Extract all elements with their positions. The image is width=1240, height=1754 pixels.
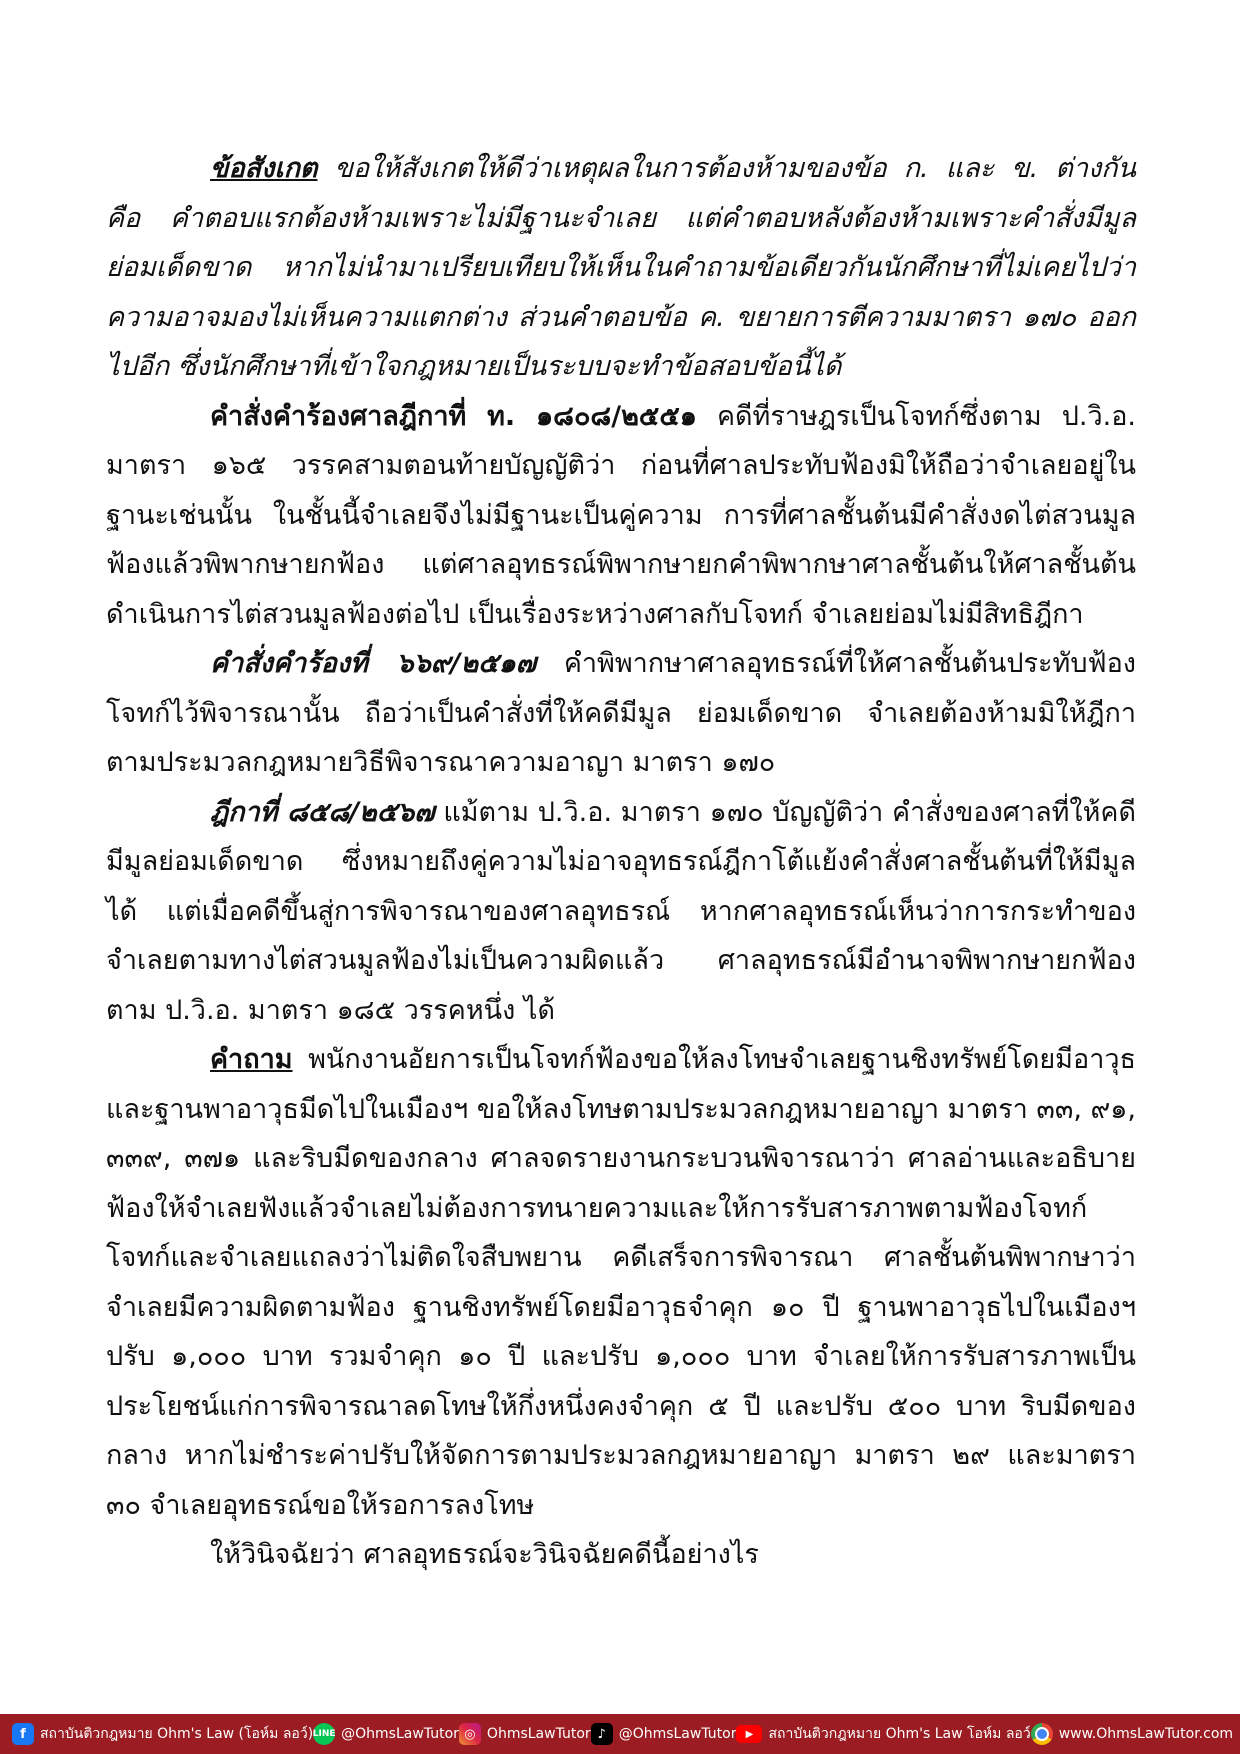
footer-instagram[interactable] (459, 1723, 591, 1745)
footer-website[interactable] (1031, 1723, 1233, 1745)
footer-facebook[interactable] (12, 1723, 313, 1745)
footer-tiktok[interactable] (591, 1723, 737, 1745)
ruling-paragraph-1 (106, 392, 1136, 640)
footer-line-label: @OhmsLawTutor (341, 1726, 459, 1742)
ruling-3-label: ฎีกาที่ ๘๕๘/๒๕๖๗ (210, 796, 435, 828)
question-paragraph (106, 1035, 1136, 1530)
footer-line[interactable] (313, 1723, 459, 1745)
footer-youtube-label: สถาบันติวกฎหมาย Ohm's Law โอห์ม ลอว์ (768, 1726, 1031, 1742)
ruling-3-text: แม้ตาม ป.วิ.อ. มาตรา ๑๗๐ บัญญัติว่า คำสั่งของศาลที่ให้คดีมีมูลย่อมเด็ดขาด ซึ่งหมายถึงคู่ความไม่อาจอุทธรณ์ฎีกาโต้แย้งคำสั่งศาลชั้นต้นที่ให้มีมูลได้ แต่เมื่อคดีขึ้นสู่การพิจารณาของศาลอุทธรณ์ หากศาลอุทธรณ์เห็นว่าการกระทำของจำเลยตามทางไต่สวนมูลฟ้องไม่เป็นความผิดแล้ว ศาลอุทธรณ์มีอำนาจพิพากษายกฟ้องตาม ป.วิ.อ. มาตรา ๑๘๕ วรรคหนึ่ง ได้ (106, 796, 1137, 1026)
footer-facebook-label: สถาบันติวกฎหมาย Ohm's Law (โอห์ม ลอว์) (40, 1726, 314, 1742)
ruling-paragraph-3 (106, 788, 1136, 1036)
note-label: ข้อสังเกต (210, 153, 318, 184)
ruling-2-text: คำพิพากษาศาลอุทธรณ์ที่ให้ศาลชั้นต้นประทับฟ้องโจทก์ไว้พิจารณานั้น ถือว่าเป็นคำสั่งที่ให้คดีมีมูล ย่อมเด็ดขาด จำเลยต้องห้ามมิให้ฎีกาตามประมวลกฎหมายวิธีพิจารณาความอาญา มาตรา ๑๗๐ (106, 648, 1136, 778)
footer-tiktok-label: @OhmsLawTutor (618, 1726, 737, 1742)
footer-bar (0, 1714, 1240, 1754)
tiktok-icon: ♪ (591, 1723, 613, 1745)
note-paragraph (106, 144, 1136, 392)
document-body (106, 144, 1136, 1580)
chrome-icon (1031, 1723, 1053, 1745)
footer-instagram-label: OhmsLawTutor (486, 1726, 591, 1742)
facebook-icon: f (12, 1723, 34, 1745)
footer-website-label: www.OhmsLawTutor.com (1058, 1726, 1234, 1742)
footer-youtube[interactable] (736, 1723, 1030, 1745)
instagram-icon: ◎ (459, 1723, 481, 1745)
ruling-1-label: คำสั่งคำร้องศาลฎีกาที่ ท. ๑๘๐๘/๒๕๕๑ (210, 400, 697, 432)
instruction-paragraph: ให้วินิจฉัยว่า ศาลอุทธรณ์จะวินิจฉัยคดีนี้อย่างไร (210, 1539, 759, 1570)
note-text: ขอให้สังเกตให้ดีว่าเหตุผลในการต้องห้ามของข้อ ก. และ ข. ต่างกัน คือ คำตอบแรกต้องห้ามเพราะไม่มีฐานะจำเลย แต่คำตอบหลังต้องห้ามเพราะคำสั่งมีมูลย่อมเด็ดขาด หากไม่นำมาเปรียบเทียบให้เห็นในคำถามข้อเดียวกันนักศึกษาที่ไม่เคยไปว่าความอาจมองไม่เห็นความแตกต่าง ส่วนคำตอบข้อ ค. ขยายการตีความมาตรา ๑๗๐ ออกไปอีก ซึ่งนักศึกษาที่เข้าใจกฎหมายเป็นระบบจะทำข้อสอบข้อนี้ได้ (106, 153, 1136, 382)
ruling-1-text: คดีที่ราษฎรเป็นโจทก์ซึ่งตาม ป.วิ.อ. มาตรา ๑๖๕ วรรคสามตอนท้ายบัญญัติว่า ก่อนที่ศาลประทับฟ้องมิให้ถือว่าจำเลยอยู่ในฐานะเช่นนั้น ในชั้นนี้จำเลยจึงไม่มีฐานะเป็นคู่ความ การที่ศาลชั้นต้นมีคำสั่งงดไต่สวนมูลฟ้องแล้วพิพากษายกฟ้อง แต่ศาลอุทธรณ์พิพากษายกคำพิพากษาศาลชั้นต้นให้ศาลชั้นต้นดำเนินการไต่สวนมูลฟ้องต่อไป เป็นเรื่องระหว่างศาลกับโจทก์ จำเลยย่อมไม่มีสิทธิฎีกา (106, 400, 1136, 630)
question-label: คำถาม (210, 1044, 293, 1075)
question-text: พนักงานอัยการเป็นโจทก์ฟ้องขอให้ลงโทษจำเลยฐานชิงทรัพย์โดยมีอาวุธและฐานพาอาวุธมีดไปในเมืองฯ ขอให้ลงโทษตามประมวลกฎหมายอาญา มาตรา ๓๓, ๙๑, ๓๓๙, ๓๗๑ และริบมีดของกลาง ศาลจดรายงานกระบวนพิจารณาว่า ศาลอ่านและอธิบายฟ้องให้จำเลยฟังแล้วจำเลยไม่ต้องการทนายความและให้การรับสารภาพตามฟ้องโจทก์ โจทก์และจำเลยแถลงว่าไม่ติดใจสืบพยาน คดีเสร็จการพิจารณา ศาลชั้นต้นพิพากษาว่าจำเลยมีความผิดตามฟ้อง ฐานชิงทรัพย์โดยมีอาวุธจำคุก ๑๐ ปี ฐานพาอาวุธไปในเมืองฯ ปรับ ๑,๐๐๐ บาท รวมจำคุก ๑๐ ปี และปรับ ๑,๐๐๐ บาท จำเลยให้การรับสารภาพเป็นประโยชน์แก่การพิจารณาลดโทษให้กึ่งหนึ่งคงจำคุก ๕ ปี และปรับ ๕๐๐ บาท ริบมีดของกลาง หากไม่ชำระค่าปรับให้จัดการตามประมวลกฎหมายอาญา มาตรา ๒๙ และมาตรา ๓๐ จำเลยอุทธรณ์ขอให้รอการลงโทษ (106, 1044, 1136, 1521)
youtube-icon: ▶ (736, 1725, 762, 1743)
line-icon: LINE (313, 1723, 335, 1745)
ruling-2-label: คำสั่งคำร้องที่ ๖๖๙/๒๕๑๗ (210, 648, 537, 679)
ruling-paragraph-2 (106, 639, 1136, 788)
